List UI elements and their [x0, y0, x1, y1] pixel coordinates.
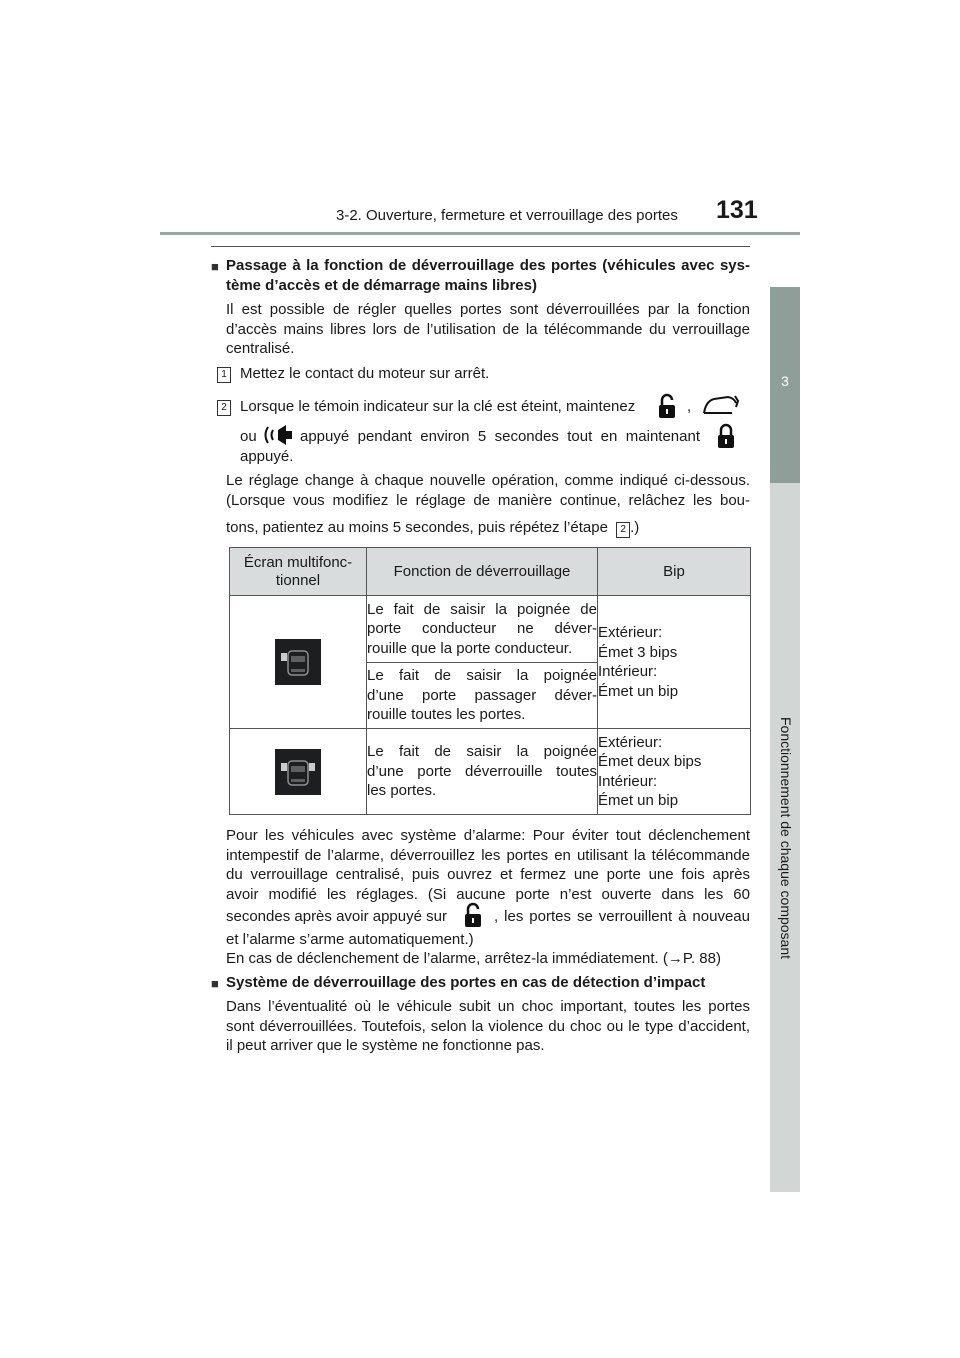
function-all-doors: [367, 729, 598, 815]
alarm-line7: En cas de déclenchement de l’alarme, arrêtez-la immédiatement. (→P. 88): [226, 950, 721, 967]
note-line: Le réglage change à chaque nouvelle opération, comme indiqué ci-dessous.: [226, 472, 750, 489]
alarm-line: intempestif de l’alarme, déverrouillez les portes en utilisant la télécommande: [226, 846, 750, 864]
cell-line: Émet 3 bips: [598, 643, 678, 661]
section2-body: [226, 997, 750, 1056]
step-1-badge: [217, 364, 231, 383]
heading-square-icon: ■: [211, 976, 219, 991]
header-screen: Écran multifonc- tionnel: [230, 548, 367, 596]
alarm-line: avoir modifié les réglages. (Si aucune porte n’est ouverte dans les 60: [226, 885, 750, 903]
cell-line: porte conducteur ne déver-: [367, 620, 597, 638]
comma: ,: [687, 398, 692, 415]
cell-line: Le fait de saisir la poignée de: [367, 600, 597, 618]
body-line: il peut arriver que le système ne fonctionne pas.: [226, 1037, 545, 1054]
step-2-line3: appuyé.: [240, 448, 294, 465]
heading-line: Passage à la fonction de déverrouillage des portes (véhicules avec sys-: [226, 257, 750, 274]
setting-note: [226, 471, 750, 510]
cell-line: Émet un bip: [598, 792, 679, 809]
intro-line: d’accès mains libres lors de l’utilisation de la télécommande du verrouillage: [226, 320, 750, 338]
section-title: 3-2. Ouverture, fermeture et verrouillage des portes: [336, 207, 678, 224]
cell-line: Émet un bip: [598, 682, 679, 700]
note-last-line: [226, 518, 639, 538]
function-driver-only: [367, 596, 598, 663]
unlock-icon: [464, 902, 482, 933]
cell-line: d’une porte déverrouille toutes: [367, 762, 597, 780]
header-beep: Bip: [598, 548, 751, 596]
screen-cell: [230, 596, 367, 729]
chapter-number: 3: [781, 373, 789, 389]
step-2-line2-end: appuyé pendant environ 5 secondes tout en maintenant: [300, 428, 700, 445]
cell-line: Extérieur:: [598, 624, 663, 641]
unlock-settings-table: [229, 547, 751, 815]
step-number: 1: [217, 367, 231, 383]
step-2-line2-start: ou: [240, 428, 257, 445]
step-number: 2: [616, 522, 630, 538]
step-2-badge: [217, 397, 231, 416]
cell-line: Le fait de saisir la poignée: [367, 743, 597, 761]
note-line: (Lorsque vous modifiez le réglage de manière continue, relâchez les bou-: [226, 491, 750, 509]
alarm-line5-end: , les portes se verrouillent à nouveau: [494, 908, 750, 925]
note-text: tons, patientez au moins 5 secondes, puis répétez l’étape: [226, 519, 608, 536]
cell-line: rouille que la porte conducteur.: [367, 639, 573, 657]
trunk-icon: [702, 393, 742, 422]
chapter-label-text: Fonctionnement de chaque composant: [778, 716, 794, 959]
alarm-line: Pour les véhicules avec système d’alarme: Pour éviter tout déclenchement: [226, 827, 750, 844]
table-row: [230, 729, 751, 815]
note-text: .): [630, 519, 640, 536]
step-1-text: Mettez le contact du moteur sur arrêt.: [240, 365, 490, 382]
alarm-line: du verrouillage centralisé, puis ouvrez et fermez une porte une fois après: [226, 866, 750, 883]
step-number: 2: [217, 400, 231, 416]
table-header-row: [230, 548, 751, 596]
door-unlock-screen-icon: [275, 639, 321, 685]
content-top-rule: [211, 246, 750, 247]
header-rule: [160, 232, 800, 235]
cell-line: rouille toutes les portes.: [367, 706, 526, 724]
chapter-label: [738, 483, 834, 1192]
page-number: 131: [716, 196, 758, 224]
cell-line: Extérieur:: [598, 733, 663, 751]
cell-line: Intérieur:: [598, 663, 658, 680]
cell-line: Intérieur:: [598, 772, 658, 790]
cell-line: les portes.: [367, 782, 437, 800]
section1-heading: [226, 256, 750, 295]
intro-line: centralisé.: [226, 340, 295, 357]
door-unlock-screen-icon: [275, 749, 321, 795]
section2-heading: Système de déverrouillage des portes en cas de détection d’impact: [226, 974, 706, 991]
unlock-icon: [658, 393, 676, 424]
function-passenger-all: [367, 663, 598, 729]
heading-line: tème d’accès et de démarrage mains libres): [226, 276, 537, 294]
screen-cell: [230, 729, 367, 815]
cell-line: Émet deux bips: [598, 753, 702, 770]
beep-row2: [598, 729, 751, 815]
alarm-line6: et l’alarme s’arme automatiquement.): [226, 931, 474, 948]
alarm-paragraph: [226, 826, 750, 904]
header-function: Fonction de déverrouillage: [367, 548, 598, 596]
heading-square-icon: ■: [211, 259, 219, 274]
cell-line: d’une porte passager déver-: [367, 686, 597, 704]
alarm-line5-start: secondes après avoir appuyé sur: [226, 908, 447, 925]
lock-icon: [717, 423, 735, 454]
table-row: [230, 596, 751, 663]
step-2-line1: Lorsque le témoin indicateur sur la clé est éteint, maintenez: [240, 398, 636, 415]
body-line: Dans l’éventualité où le véhicule subit un choc important, toutes les portes: [226, 998, 750, 1015]
body-line: sont déverrouillées. Toutefois, selon la violence du choc ou le type d’accident,: [226, 1017, 750, 1035]
section1-intro: [226, 300, 750, 359]
intro-line: Il est possible de régler quelles portes sont déverrouillées par la fonction: [226, 301, 750, 318]
beep-row1: [598, 596, 751, 729]
cell-line: Le fait de saisir la poignée: [367, 667, 597, 685]
